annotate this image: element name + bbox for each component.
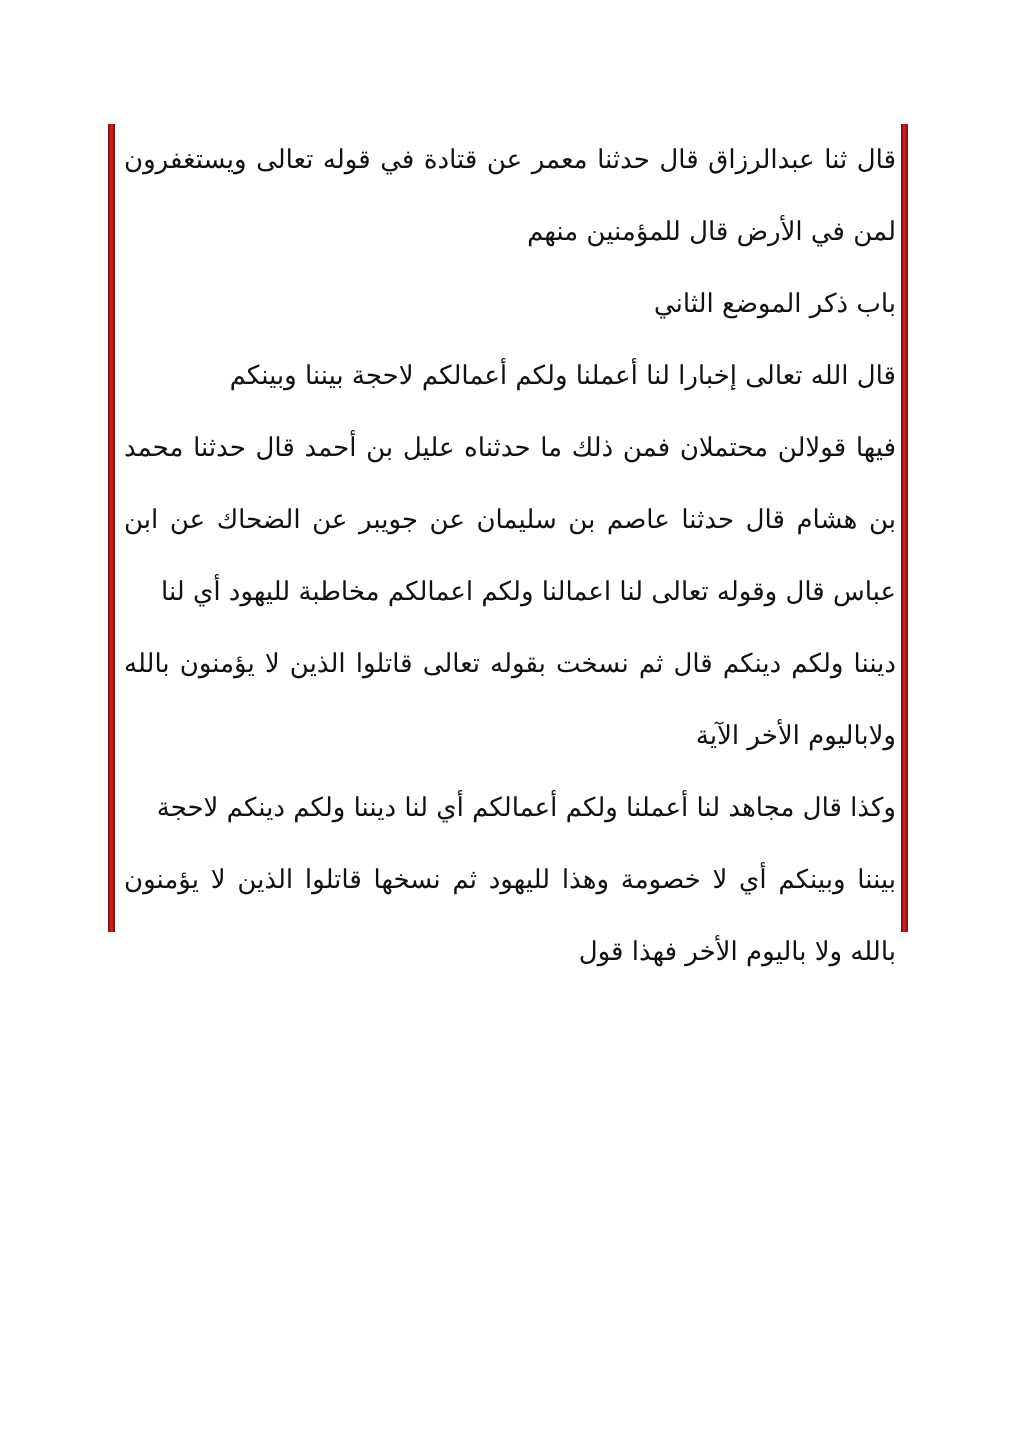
text-line-7: عباس قال وقوله تعالى لنا اعمالنا ولكم اعمالكم مخاطبة لليهود أي لنا — [161, 577, 896, 607]
text-line-11: بيننا وبينكم أي لا خصومة وهذا لليهود ثم نسخها قاتلوا الذين لا يؤمنون — [124, 865, 896, 895]
section-heading: باب ذكر الموضع الثاني — [653, 289, 896, 319]
text-body — [124, 124, 896, 988]
text-line-6: بن هشام قال حدثنا عاصم بن سليمان عن جويبر عن الضحاك عن ابن — [124, 505, 896, 535]
right-border — [901, 124, 908, 932]
text-line-12: بالله ولا باليوم الأخر فهذا قول — [578, 937, 896, 967]
text-line-5: فيها قولالن محتملان فمن ذلك ما حدثناه عليل بن أحمد قال حدثنا محمد — [124, 433, 896, 463]
text-line-8: ديننا ولكم دينكم قال ثم نسخت بقوله تعالى قاتلوا الذين لا يؤمنون بالله — [124, 649, 896, 679]
text-line-1: قال ثنا عبدالرزاق قال حدثنا معمر عن قتادة في قوله تعالى ويستغفرون — [124, 145, 896, 175]
text-line-10: وكذا قال مجاهد لنا أعملنا ولكم أعمالكم أي لنا ديننا ولكم دينكم لاحجة — [156, 793, 896, 823]
page-frame — [108, 124, 908, 967]
text-line-4: قال الله تعالى إخبارا لنا أعملنا ولكم أعمالكم لاحجة بيننا وبينكم — [229, 361, 896, 391]
text-line-2: لمن في الأرض قال للمؤمنين منهم — [527, 217, 896, 247]
left-border — [108, 124, 115, 932]
text-line-9: ولاباليوم الأخر الآية — [695, 721, 896, 751]
